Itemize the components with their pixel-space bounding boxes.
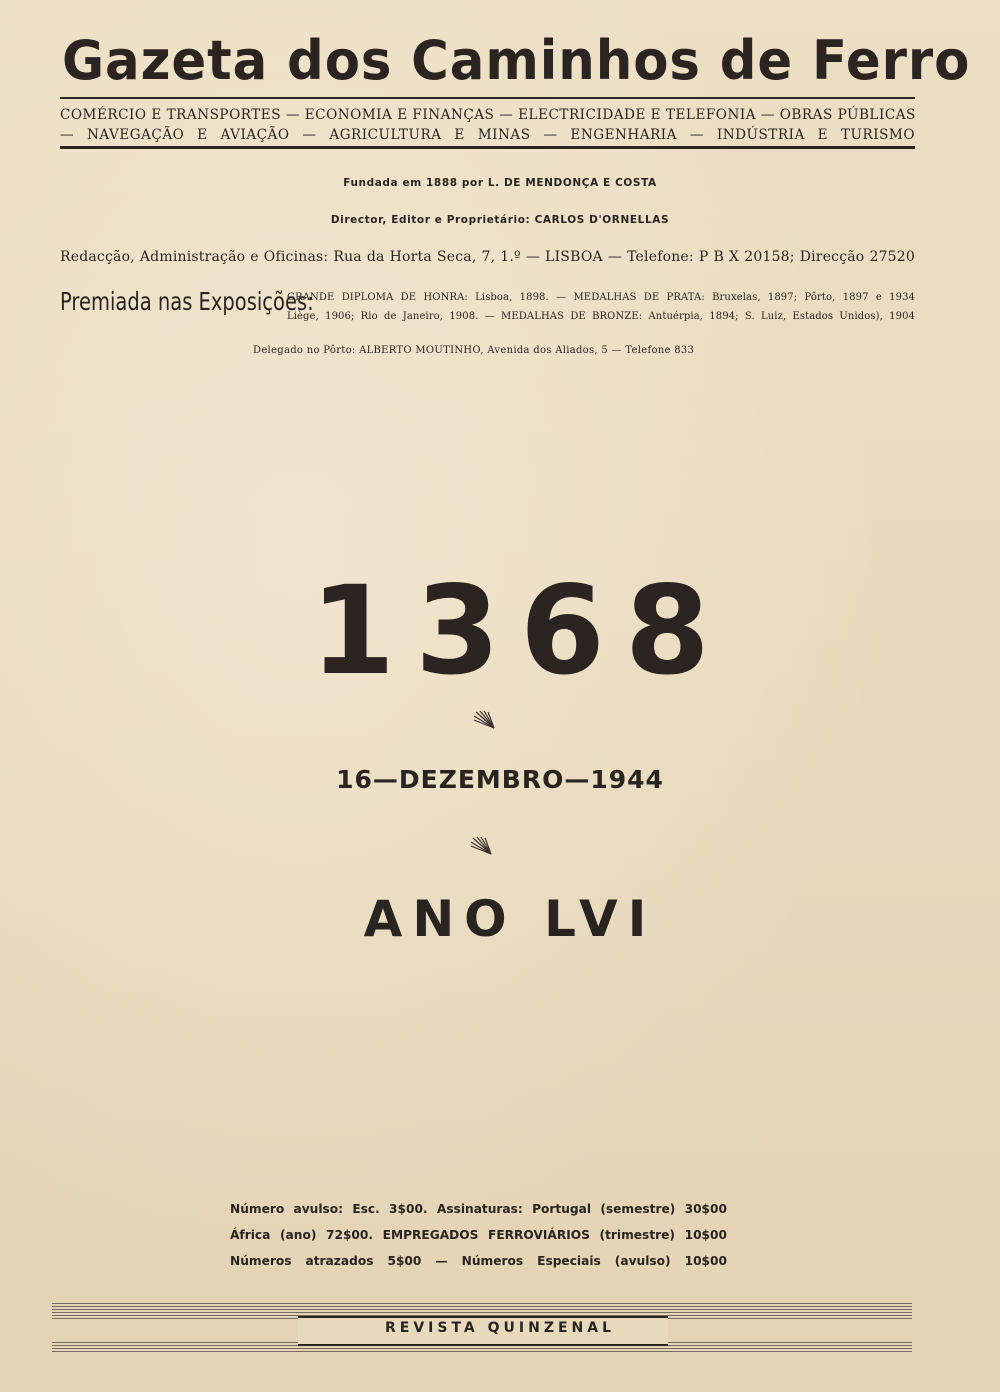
price-line-3: Números atrazados 5$00 — Números Especiais (avulso) 10$00 — [230, 1254, 727, 1268]
masthead-subtitle-line-1: COMÉRCIO E TRANSPORTES — ECONOMIA E FINANÇAS — ELECTRICIDADE E TELEFONIA — OBRAS PÚBLICAS — [60, 107, 916, 123]
footer-label: REVISTA QUINZENAL — [384, 1320, 616, 1336]
issue-date: 16—DEZEMBRO—1944 — [336, 765, 664, 794]
masthead-bottom-rule — [60, 146, 915, 149]
issue-year: ANO LVI — [363, 890, 657, 948]
founded-line: Fundada em 1888 por L. DE MENDONÇA E COSTA — [343, 177, 657, 189]
address-line: Redacção, Administração e Oficinas: Rua da Horta Seca, 7, 1.º — LISBOA — Telefone: P B X 20158; Direcção 27520 — [60, 249, 915, 265]
awards-line-2: Liège, 1906; Rio de Janeiro, 1908. — MEDALHAS DE BRONZE: Antuérpia, 1894; S. Luiz, Estados Unidos), 1904 — [287, 311, 915, 322]
masthead-top-rule — [60, 97, 915, 99]
porto-delegate-line: Delegado no Pôrto: ALBERTO MOUTINHO, Avenida dos Aliados, 5 — Telefone 833 — [253, 345, 695, 356]
price-line-2: África (ano) 72$00. EMPREGADOS FERROVIÁRIOS (trimestre) 10$00 — [230, 1228, 727, 1242]
fan-ornament-icon — [469, 836, 495, 856]
issue-number: 1368 — [310, 560, 730, 702]
director-line: Director, Editor e Proprietário: CARLOS D'ORNELLAS — [330, 214, 670, 226]
masthead-title: Gazeta dos Caminhos de Ferro — [62, 29, 971, 92]
awards-line-1: GRANDE DIPLOMA DE HONRA: Lisboa, 1898. — MEDALHAS DE PRATA: Bruxelas, 1897; Pôrto, 1897 e 1934 — [287, 292, 915, 303]
fan-ornament-icon — [472, 710, 498, 730]
masthead-subtitle-line-2: — NAVEGAÇÃO E AVIAÇÃO — AGRICULTURA E MINAS — ENGENHARIA — INDÚSTRIA E TURISMO — [60, 127, 915, 143]
awards-label: Premiada nas Exposições: — [60, 287, 314, 316]
price-line-1: Número avulso: Esc. 3$00. Assinaturas: Portugal (semestre) 30$00 — [230, 1202, 727, 1216]
